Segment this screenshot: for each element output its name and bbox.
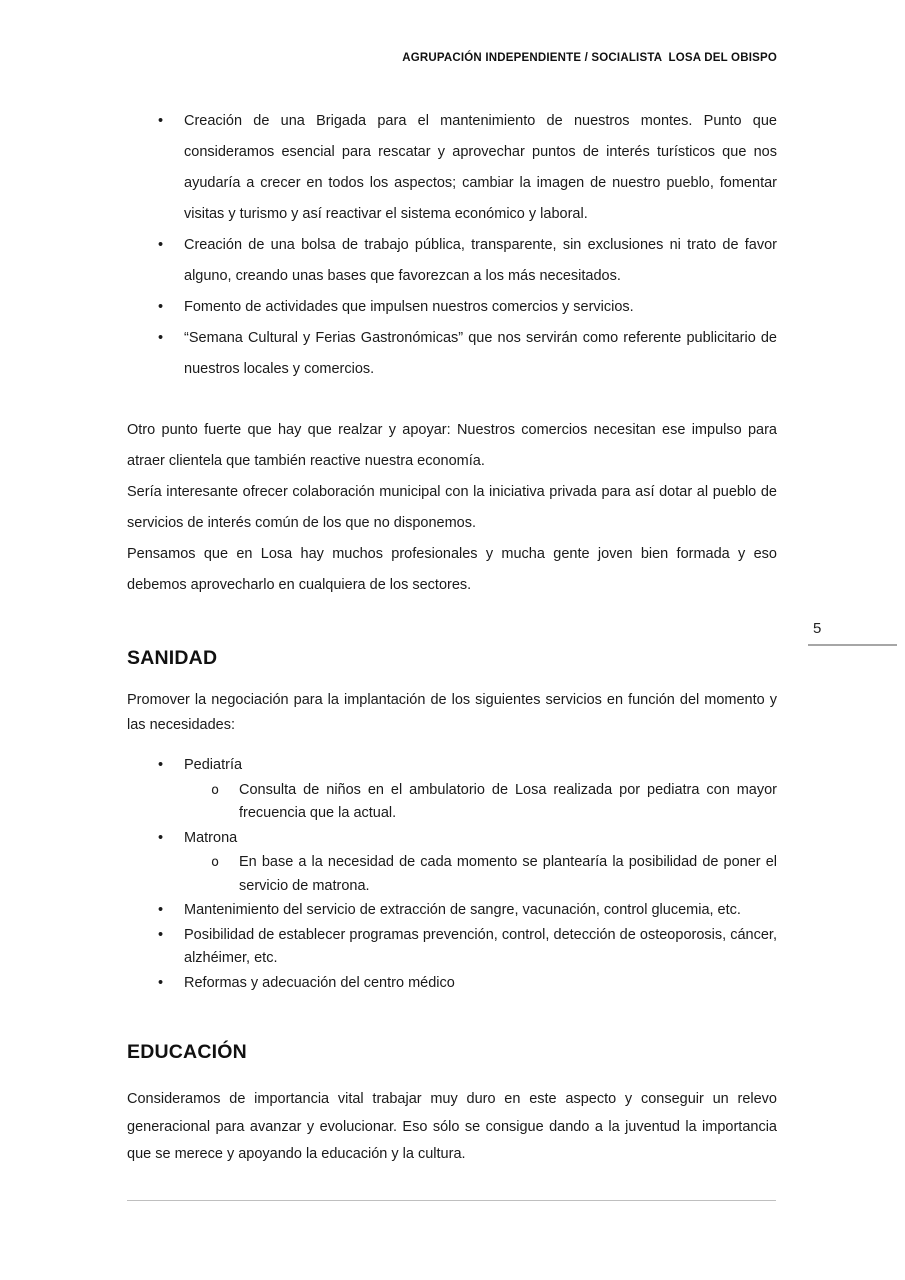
- sanidad-bullet-list: [127, 754, 777, 995]
- bullet-icon: •: [158, 902, 164, 918]
- list-item: [127, 779, 777, 826]
- body-paragraphs: [127, 415, 777, 601]
- list-item-text: Consulta de niños en el ambulatorio de Losa realizada por pediatra con mayor frecuencia que la actual.: [239, 781, 777, 821]
- bullet-icon: •: [158, 237, 164, 253]
- list-item: [127, 899, 777, 923]
- list-item: [127, 323, 777, 385]
- bullet-icon: •: [158, 113, 164, 129]
- list-item-text: “Semana Cultural y Ferias Gastronómicas” que nos servirán como referente publicitario de nuestros locales y comercios.: [184, 330, 777, 377]
- bullet-icon: •: [158, 829, 164, 846]
- list-item-text: Matrona: [184, 829, 238, 846]
- list-item: [127, 230, 777, 292]
- bullet-icon: o: [211, 854, 220, 870]
- footer-divider: [127, 1200, 776, 1201]
- bullet-icon: •: [158, 330, 164, 346]
- paragraph: Otro punto fuerte que hay que realzar y apoyar: Nuestros comercios necesitan ese impulso para atraer clientela que también reactive nuestra economía.: [127, 422, 777, 469]
- page-number: [808, 620, 897, 646]
- paragraph: Pensamos que en Losa hay muchos profesionales y mucha gente joven bien formada y eso debemos aprovecharlo en cualquiera de los sectores.: [127, 546, 777, 593]
- list-item: [127, 924, 777, 971]
- list-item: [127, 754, 777, 778]
- educacion-paragraph: Consideramos de importancia vital trabajar muy duro en este aspecto y conseguir un relevo generacional para avanzar y evolucionar. Eso sólo se consigue dando a la juventud la importancia que se merece y apoyando la educación y la cultura.: [127, 1091, 777, 1162]
- sanidad-intro-paragraph: Promover la negociación para la implantación de los siguientes servicios en función del momento y las necesidades:: [127, 692, 777, 733]
- list-item: [127, 851, 777, 898]
- list-item-text: Creación de una bolsa de trabajo pública, transparente, sin exclusiones ni trato de favor alguno, creando unas bases que favorezcan a los más necesitados.: [184, 237, 777, 284]
- bullet-icon: •: [158, 299, 164, 315]
- list-item-text: Mantenimiento del servicio de extracción de sangre, vacunación, control glucemia, etc.: [184, 902, 741, 918]
- bullet-icon: •: [158, 757, 164, 773]
- bullet-icon: •: [158, 926, 164, 943]
- bullet-icon: o: [211, 781, 220, 798]
- paragraph: Sería interesante ofrecer colaboración municipal con la iniciativa privada para así dotar al pueblo de servicios de interés común de los que no disponemos.: [127, 484, 777, 531]
- list-item-text: Fomento de actividades que impulsen nuestros comercios y servicios.: [184, 299, 634, 315]
- page-number-value: 5: [813, 620, 822, 637]
- intro-bullet-list: [127, 106, 777, 385]
- list-item-text: Posibilidad de establecer programas prevención, control, detección de osteoporosis, cáncer, alzhéimer, etc.: [184, 926, 777, 966]
- list-item-text: Reformas y adecuación del centro médico: [184, 974, 455, 991]
- section-title-educacion: EDUCACIÓN: [127, 1041, 247, 1063]
- section-title-sanidad: SANIDAD: [127, 647, 218, 669]
- list-item-text: Creación de una Brigada para el mantenimiento de nuestros montes. Punto que consideramos esencial para rescatar y aprovechar puntos de interés turísticos que nos ayudaría a crecer en todos los aspectos; cambiar la imagen de nuestro pueblo, fomentar visitas y turismo y así reactivar el sistema económico y laboral.: [184, 113, 777, 222]
- bullet-icon: •: [158, 974, 164, 991]
- list-item: [127, 827, 777, 851]
- list-item: [127, 106, 777, 230]
- list-item-text: En base a la necesidad de cada momento se plantearía la posibilidad de poner el servicio de matrona.: [239, 854, 777, 894]
- list-item: [127, 972, 777, 996]
- list-item-text: Pediatría: [184, 757, 243, 773]
- list-item: [127, 292, 777, 323]
- document-header: AGRUPACIÓN INDEPENDIENTE / SOCIALISTA LOSA DEL OBISPO: [402, 52, 777, 64]
- page-content: [127, 0, 777, 1169]
